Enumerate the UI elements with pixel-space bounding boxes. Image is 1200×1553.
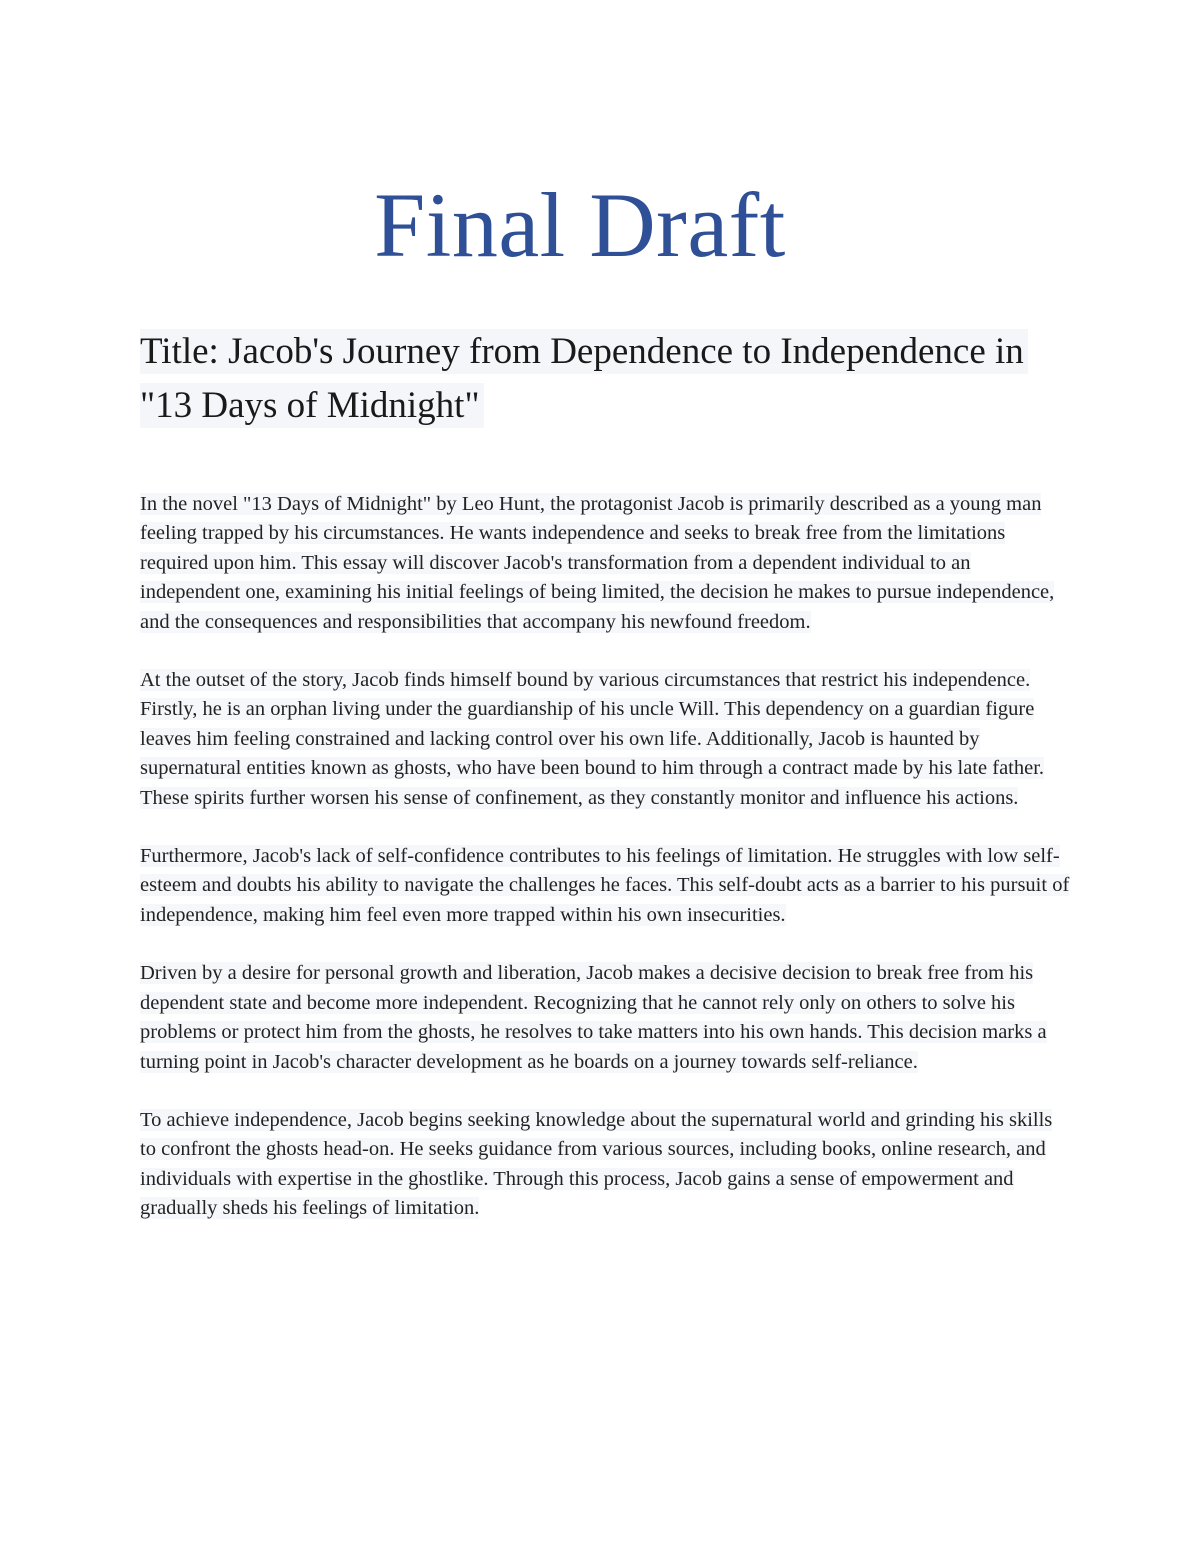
paragraph (140, 1106, 1070, 1224)
essay-body (140, 490, 1070, 1253)
essay-title-text: Title: Jacob's Journey from Dependence to Independence in "13 Days of Midnight" (140, 329, 1028, 428)
paragraph-text: To achieve independence, Jacob begins seeking knowledge about the supernatural world and grinding his skills to confront the ghosts head-on. He seeks guidance from various sources, including books, online research, and individuals with expertise in the ghostlike. Through this process, Jacob gains a sense of empowerment and gradually sheds his feelings of limitation. (140, 1108, 1053, 1220)
paragraph-text: In the novel "13 Days of Midnight" by Leo Hunt, the protagonist Jacob is primarily described as a young man feeling trapped by his circumstances. He wants independence and seeks to break free from the limitations required upon him. This essay will discover Jacob's transformation from a dependent individual to an independent one, examining his initial feelings of being limited, the decision he makes to pursue independence, and the consequences and responsibilities that accompany his newfound freedom. (140, 493, 1055, 633)
paragraph (140, 959, 1070, 1077)
essay-title (140, 325, 1040, 433)
paragraph-text: Driven by a desire for personal growth and liberation, Jacob makes a decisive decision to break free from his dependent state and become more independent. Recognizing that he cannot rely only on others to solve his problems or protect him from the ghosts, he resolves to take matters into his own hands. This decision marks a turning point in Jacob's character development as he boards on a journey towards self-reliance. (140, 962, 1047, 1073)
paragraph (140, 842, 1070, 930)
paragraph (140, 490, 1070, 637)
paragraph-text: At the outset of the story, Jacob finds himself bound by various circumstances that restrict his independence. Firstly, he is an orphan living under the guardianship of his uncle Will. This dependency on a guardian figure leaves him feeling constrained and lacking control over his own life. Additionally, Jacob is haunted by supernatural entities known as ghosts, who have been bound to him through a contract made by his late father. These spirits further worsen his sense of confinement, as they constantly monitor and influence his actions. (140, 669, 1045, 809)
document-heading: Final Draft (374, 174, 786, 276)
paragraph (140, 666, 1070, 813)
paragraph-text: Furthermore, Jacob's lack of self-confidence contributes to his feelings of limitation. He struggles with low self-esteem and doubts his ability to navigate the challenges he faces. This self-doubt acts as a barrier to his pursuit of independence, making him feel even more trapped within his own insecurities. (140, 845, 1070, 926)
